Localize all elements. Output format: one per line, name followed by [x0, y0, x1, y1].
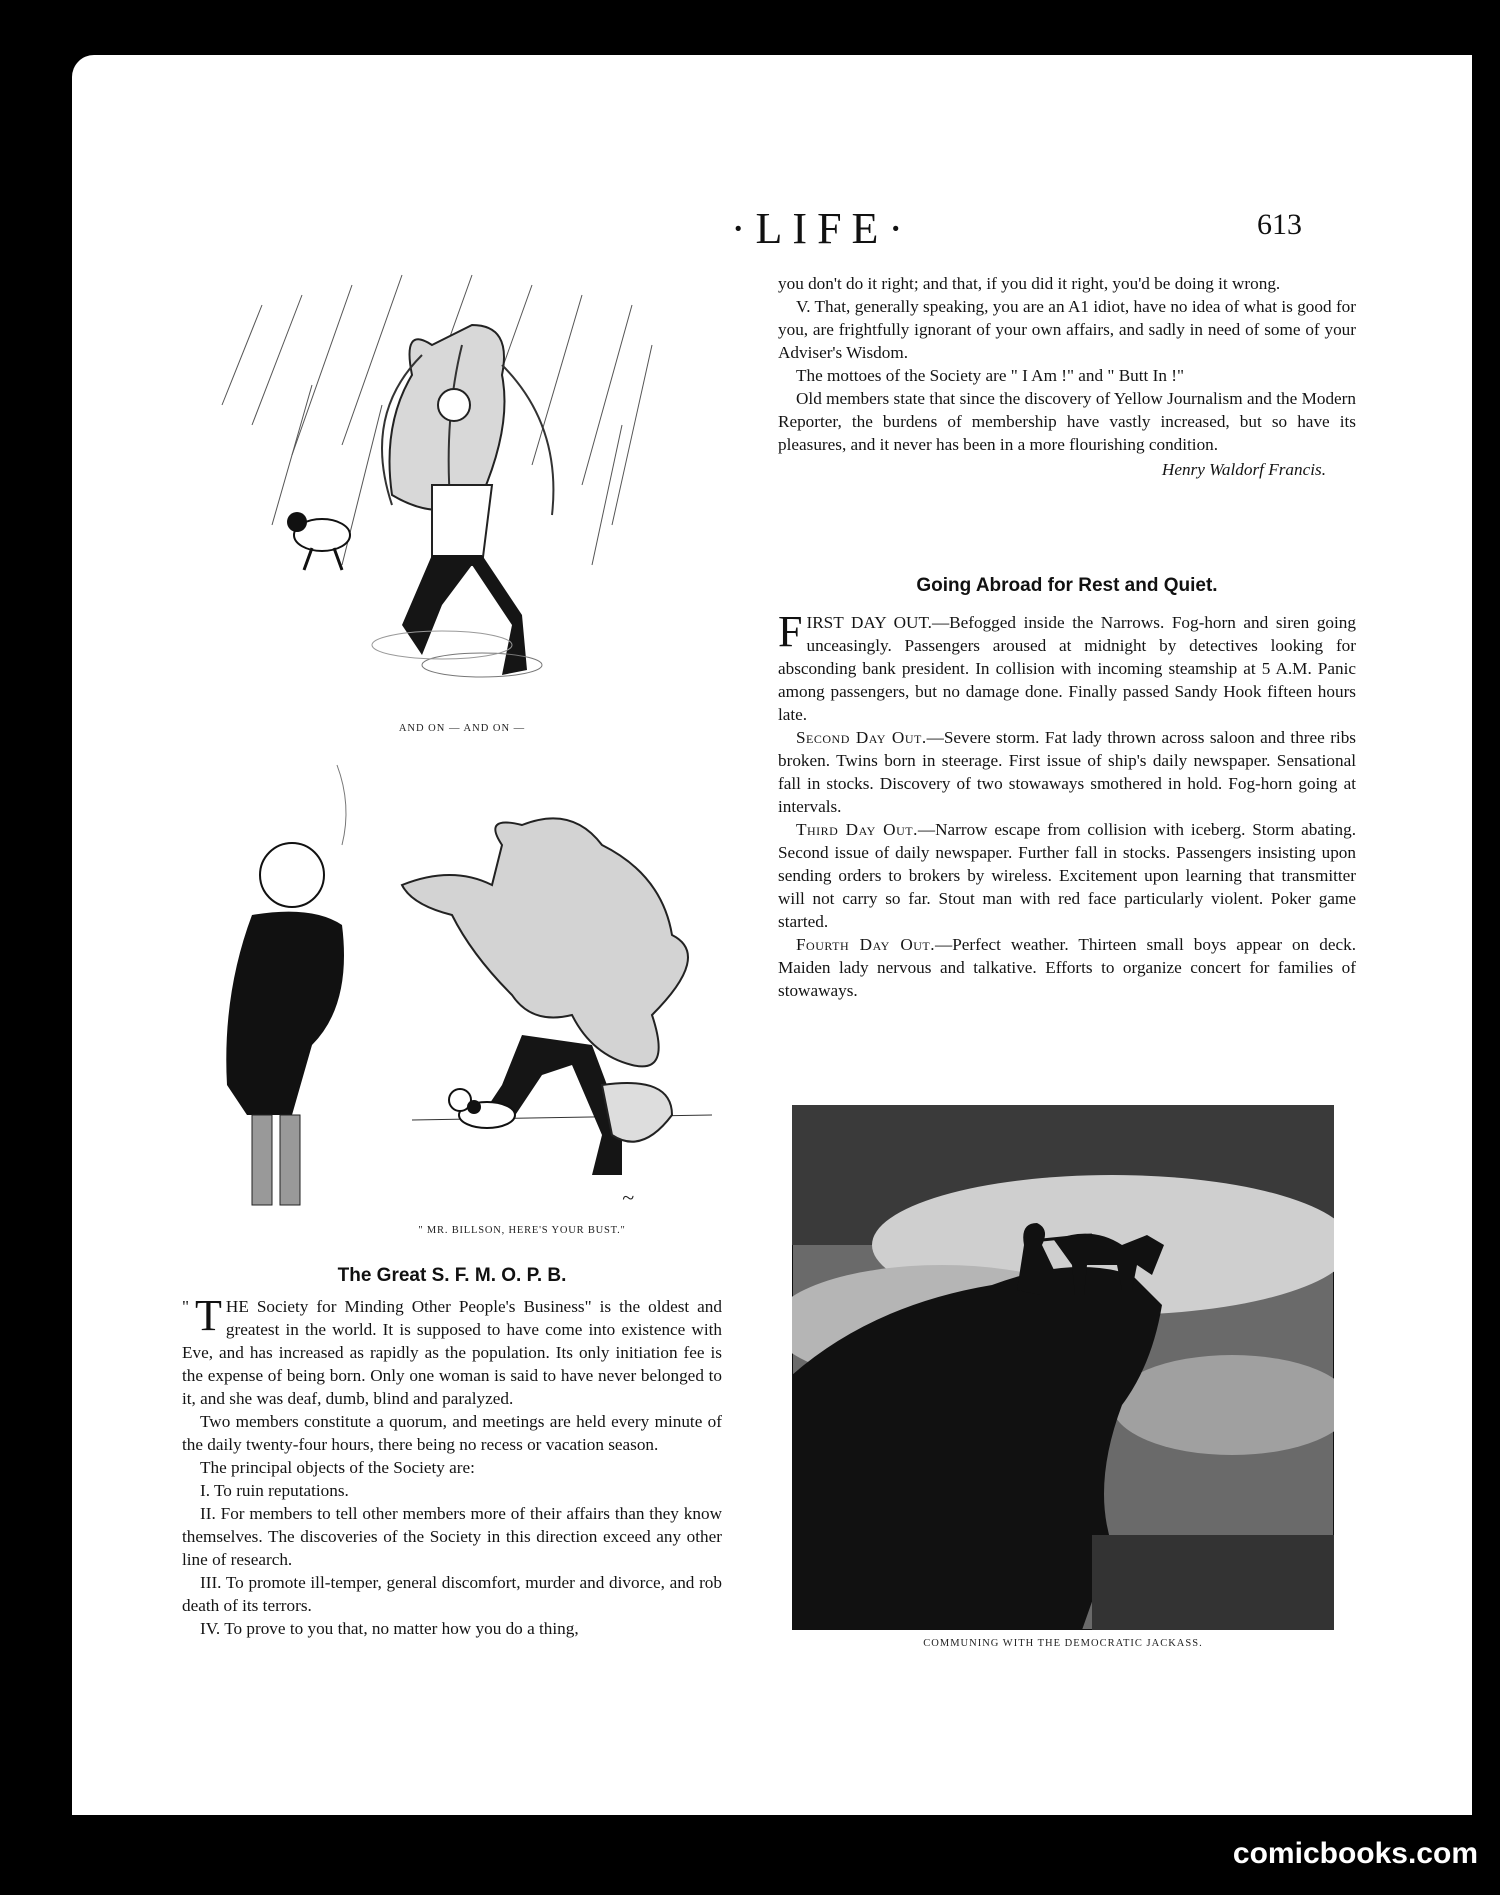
caption-and-on: AND ON — AND ON —	[398, 723, 526, 734]
sfmopb-heading: The Great S. F. M. O. P. B.	[337, 1265, 567, 1286]
illustration-rain-man	[182, 265, 702, 705]
sfmopb-paragraph-1: HE Society for Minding Other People's Business" is the oldest and greatest in the world. It is supposed to have come into existence with Eve, and has increased as rapidly as the population. Its only initiation fee is the expense of being born. Only one woman is said to have never belonged to it, and she was deaf, dumb, blind and paralyzed.	[182, 1297, 722, 1408]
open-quote: "	[182, 1297, 190, 1316]
sfmopb-mottoes: The mottoes of the Society are " I Am !" and " Butt In !"	[796, 366, 1184, 385]
sfmopb-item-5: V. That, generally speaking, you are an A1 idiot, have no idea of what is good for you, are frightfully ignorant of your own affairs, and sadly in need of some of your Adviser's Wisdom.	[778, 297, 1356, 362]
day1-text: —Befogged inside the Narrows. Fog-horn and siren going unceasingly. Passengers aroused at midnight by detectives looking for absconding bank president. In collision with incoming steamship at 5 A.M. Panic among passengers, but no damage done. Finally passed Sandy Hook fifteen hours late.	[778, 613, 1356, 724]
abroad-article	[778, 607, 1356, 1002]
sfmopb-item-1: I. To ruin reputations.	[200, 1481, 349, 1500]
sfmopb-signature: Henry Waldorf Francis.	[1161, 460, 1326, 479]
day4-text: —Perfect weather. Thirteen small boys appear on deck. Maiden lady nervous and talkative. Efforts to organize concert for families of stowaways.	[778, 935, 1356, 1000]
svg-text:~: ~	[622, 1185, 634, 1210]
illustration-billson-bust	[152, 755, 732, 1225]
dropcap-t: T	[195, 1291, 222, 1340]
watermark: comicbooks.com	[1232, 1837, 1478, 1870]
sfmopb-continuation: you don't do it right; and that, if you did it right, you'd be doing it wrong.	[778, 274, 1281, 293]
day4-label: Fourth Day Out.	[796, 935, 936, 954]
caption-billson: " MR. BILLSON, HERE'S YOUR BUST."	[418, 1225, 626, 1236]
sfmopb-paragraph-2: Two members constitute a quorum, and meetings are held every minute of the daily twenty-four hours, there being no recess or vacation season.	[182, 1412, 722, 1454]
day2-label: Second Day Out.	[796, 728, 927, 747]
magazine-page	[72, 55, 1472, 1815]
sfmopb-old-members: Old members state that since the discovery of Yellow Journalism and the Modern Reporter, the burdens of membership have vastly increased, but so have its pleasures, and it never has been in a more flourishing condition.	[778, 389, 1356, 454]
day1-label: IRST DAY OUT.	[806, 613, 932, 632]
masthead: ·LIFE·	[730, 204, 914, 253]
page-number: 613	[1257, 208, 1302, 241]
sfmopb-item-4: IV. To prove to you that, no matter how you do a thing,	[200, 1619, 579, 1638]
illustration-democratic-jackass	[792, 1105, 1334, 1630]
sfmopb-paragraph-3: The principal objects of the Society are:	[200, 1458, 475, 1477]
abroad-heading: Going Abroad for Rest and Quiet.	[916, 575, 1218, 596]
day3-text: —Narrow escape from collision with iceberg. Storm abating. Second issue of daily newspaper. Further fall in stocks. Passengers insisting upon sending orders to brokers by wireless. Excitement upon learning that transmitter will not carry so far. Stout man with red face particularly violent. Poker game started.	[778, 820, 1356, 931]
dropcap-f: F	[778, 607, 803, 656]
day3-label: Third Day Out.	[796, 820, 918, 839]
sfmopb-item-3: III. To promote ill-temper, general discomfort, murder and divorce, and rob death of its terrors.	[182, 1573, 722, 1615]
day2-text: —Severe storm. Fat lady thrown across saloon and three ribs broken. Twins born in steerage. First issue of ship's daily newspaper. Sensational fall in stocks. Discovery of two stowaways smothered in hold. Fog-horn going at intervals.	[778, 728, 1356, 816]
sfmopb-article	[182, 1291, 722, 1640]
caption-jackass: COMMUNING WITH THE DEMOCRATIC JACKASS.	[923, 1638, 1203, 1649]
sfmopb-continued	[778, 272, 1356, 481]
sfmopb-item-2: II. For members to tell other members more of their affairs than they know themselves. The discoveries of the Society in this direction exceed any other line of research.	[182, 1504, 722, 1569]
